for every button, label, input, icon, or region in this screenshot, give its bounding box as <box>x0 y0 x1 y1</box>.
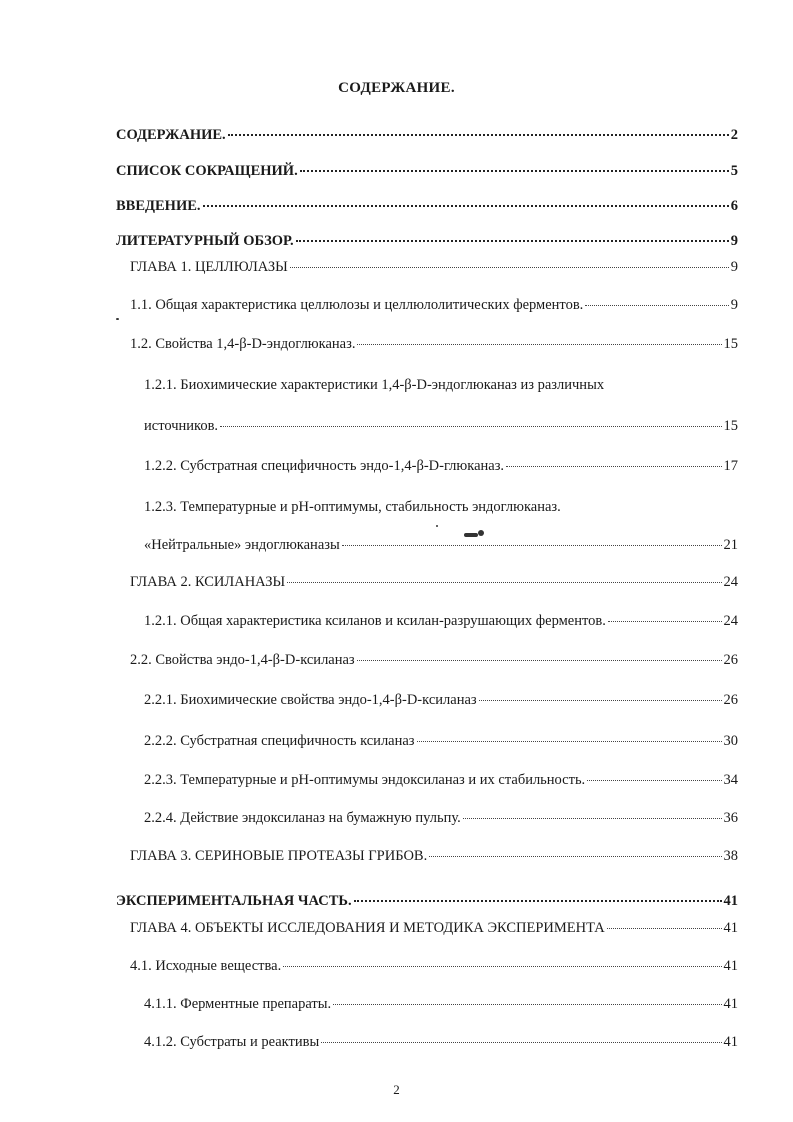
scan-speck <box>478 530 484 536</box>
toc-entry-page: 26 <box>723 692 738 708</box>
toc-entry-page: 24 <box>723 574 738 590</box>
toc-entry[interactable] <box>130 296 738 314</box>
toc-entry-page: 38 <box>723 848 738 864</box>
toc-entry-title: СОДЕРЖАНИЕ. <box>116 127 226 143</box>
dot-leader <box>417 741 722 742</box>
toc-entry-title: ВВЕДЕНИЕ. <box>116 198 201 214</box>
toc-entry[interactable] <box>130 919 738 937</box>
dot-leader <box>283 966 721 967</box>
toc-entry-title: 2.2. Свойства эндо-1,4-β-D-ксиланаз <box>130 652 355 668</box>
toc-entry[interactable] <box>116 892 738 910</box>
dot-leader <box>220 426 721 427</box>
toc-entry-title: 1.2.3. Температурные и pH-оптимумы, стабильность эндоглюканаз. <box>144 499 561 515</box>
toc-entry[interactable] <box>116 232 738 250</box>
toc-entry-title: 2.2.3. Температурные и pH-оптимумы эндоксиланаз и их стабильность. <box>144 772 586 788</box>
toc-entry-page: 41 <box>723 1034 738 1050</box>
toc-entry-title: 1.1. Общая характеристика целлюлозы и целлюлолитических ферментов. <box>130 297 584 313</box>
dot-leader <box>463 818 722 819</box>
toc-entry[interactable] <box>144 1033 738 1051</box>
toc-entry-page: 9 <box>730 259 738 275</box>
toc-entry-title: 4.1. Исходные вещества. <box>130 958 282 974</box>
toc-entry-title: 4.1.1. Ферментные препараты. <box>144 996 332 1012</box>
dot-leader <box>296 240 729 242</box>
toc-entry-page: 30 <box>723 733 738 749</box>
toc-entry-page: 34 <box>723 772 738 788</box>
toc-entry[interactable] <box>130 847 738 865</box>
toc-entry-title: ЛИТЕРАТУРНЫЙ ОБЗОР. <box>116 233 294 249</box>
toc-entry-page: 9 <box>730 233 738 249</box>
dot-leader <box>608 621 722 622</box>
dot-leader <box>479 700 722 701</box>
toc-entry-page: 24 <box>723 613 738 629</box>
toc-entry-title: ГЛАВА 4. ОБЪЕКТЫ ИССЛЕДОВАНИЯ И МЕТОДИКА ЭКСПЕРИМЕНТА <box>130 920 605 936</box>
toc-entry-page: 17 <box>723 458 738 474</box>
toc-entry-page: 15 <box>723 418 738 434</box>
toc-entry-title: 2.2.1. Биохимические свойства эндо-1,4-β-D-ксиланаз <box>144 692 477 708</box>
dot-leader <box>506 466 721 467</box>
dot-leader <box>290 267 729 268</box>
scan-speck <box>116 318 119 320</box>
toc-entry-title: 1.2.1. Биохимические характеристики 1,4-β-D-эндоглюканаз из различных <box>144 377 605 393</box>
toc-entry[interactable] <box>144 691 738 709</box>
dot-leader <box>287 582 721 583</box>
toc-entry[interactable] <box>130 957 738 975</box>
dot-leader <box>300 170 729 172</box>
scan-speck <box>436 525 438 527</box>
toc-entry[interactable] <box>144 732 738 750</box>
dot-leader <box>203 205 729 207</box>
toc-entry[interactable] <box>144 995 738 1013</box>
dot-leader <box>429 856 721 857</box>
toc-entry[interactable] <box>116 162 738 180</box>
toc-entry-title: СПИСОК СОКРАЩЕНИЙ. <box>116 163 298 179</box>
dot-leader <box>585 305 728 306</box>
toc-entry[interactable] <box>144 457 738 475</box>
toc-entry-title: 4.1.2. Субстраты и реактивы <box>144 1034 320 1050</box>
toc-entry-title: 1.2.1. Общая характеристика ксиланов и ксилан-разрушающих ферментов. <box>144 613 606 629</box>
toc-entry-page: 36 <box>723 810 738 826</box>
toc-entry-page: 41 <box>723 893 738 909</box>
toc-entry-page: 41 <box>723 920 738 936</box>
toc-entry-page: 15 <box>723 336 738 352</box>
toc-entry-page: 6 <box>730 198 738 214</box>
toc-entry-page: 9 <box>730 297 738 313</box>
toc-entry-title: 2.2.4. Действие эндоксиланаз на бумажную пульпу. <box>144 810 461 826</box>
toc-entry[interactable] <box>130 573 738 591</box>
dot-leader <box>607 928 722 929</box>
dot-leader <box>587 780 721 781</box>
toc-entry-page: 41 <box>723 996 738 1012</box>
toc-entry-page: 41 <box>723 958 738 974</box>
toc-entry-page: 26 <box>723 652 738 668</box>
toc-entry[interactable] <box>144 771 738 789</box>
toc-entry-continuation: источников. <box>144 418 219 434</box>
toc-entry[interactable] <box>116 126 738 144</box>
dot-leader <box>228 134 729 136</box>
toc-entry[interactable] <box>144 809 738 827</box>
toc-entry-title: 2.2.2. Субстратная специфичность ксиланаз <box>144 733 415 749</box>
toc-entry[interactable] <box>144 536 738 554</box>
toc-entry-title: ГЛАВА 2. КСИЛАНАЗЫ <box>130 574 286 590</box>
toc-entry-title: 1.2. Свойства 1,4-β-D-эндоглюканаз. <box>130 336 356 352</box>
dot-leader <box>357 660 722 661</box>
dot-leader <box>321 1042 721 1043</box>
toc-entry[interactable] <box>116 197 738 215</box>
dot-leader <box>333 1004 721 1005</box>
scan-speck <box>464 533 478 537</box>
page-number: 2 <box>393 1082 400 1097</box>
toc-entry-page: 21 <box>723 537 738 553</box>
dot-leader <box>342 545 722 546</box>
toc-entry[interactable] <box>130 335 738 353</box>
toc-entry-title: ГЛАВА 3. СЕРИНОВЫЕ ПРОТЕАЗЫ ГРИБОВ. <box>130 848 428 864</box>
toc-entry-title: 1.2.2. Субстратная специфичность эндо-1,4-β-D-глюканаз. <box>144 458 505 474</box>
toc-entry-continuation: «Нейтральные» эндоглюканазы <box>144 537 340 553</box>
dot-leader <box>357 344 721 345</box>
dot-leader <box>354 900 722 902</box>
page-title: СОДЕРЖАНИЕ. <box>338 80 455 96</box>
toc-entry[interactable] <box>130 651 738 669</box>
toc-entry-page: 5 <box>730 163 738 179</box>
toc-entry[interactable] <box>144 417 738 435</box>
toc-entry-page: 2 <box>730 127 738 143</box>
toc-entry[interactable] <box>130 258 738 276</box>
toc-entry[interactable] <box>144 612 738 630</box>
toc-entry-title: ГЛАВА 1. ЦЕЛЛЮЛАЗЫ <box>130 259 288 275</box>
toc-entry-title: ЭКСПЕРИМЕНТАЛЬНАЯ ЧАСТЬ. <box>116 893 352 909</box>
